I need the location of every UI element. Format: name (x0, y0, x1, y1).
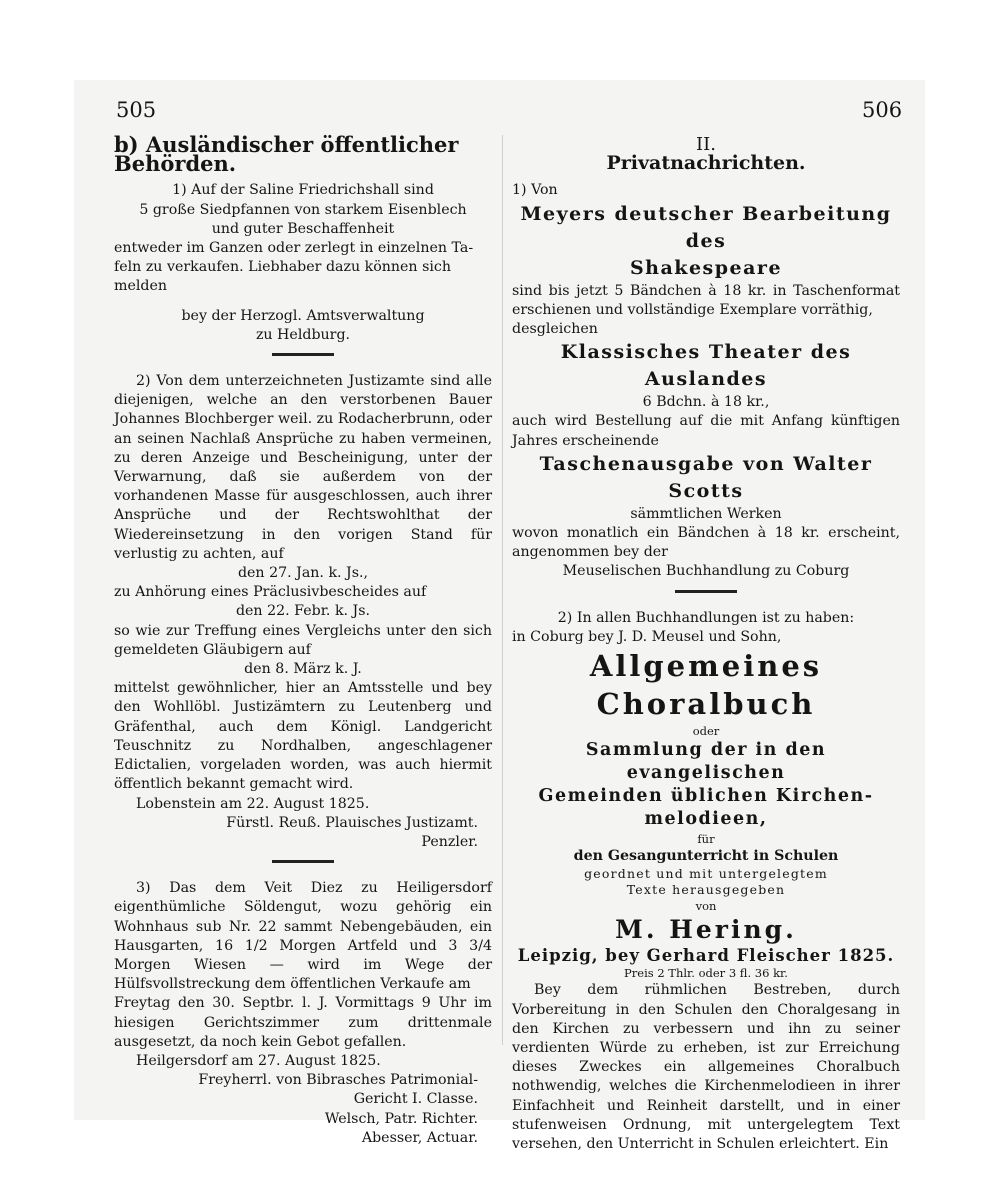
ad-2-oder: oder (692, 724, 720, 739)
ad-1-text: desgleichen (512, 321, 598, 338)
ad-1-title: Taschenausgabe von Walter Scotts (539, 452, 873, 502)
notice-2-text: mittelst gewöhnlicher, hier an Amtsstelle und bey den Wohllöbl. Justizämtern zu Leutenberg und Gräfenthal, auch dem Königl. Landgericht Teuschnitz zu Nordhalben, angeschlagener Edictalien, vorgeladen worden, was auch hiermit öffentlich bekannt gemacht wird. (114, 680, 492, 793)
notice-1-line: 5 große Siedpfannen von starkem Eisenblech (139, 201, 467, 218)
page-number-left: 505 (116, 98, 157, 122)
ad-1-title: sämmtlichen Werken (630, 505, 782, 522)
ad-2-author: M. Hering. (615, 915, 797, 945)
notice-2-text: zu Anhörung eines Präclusivbescheides auf (114, 584, 427, 601)
notice-2-text: so wie zur Treffung eines Vergleichs unter den sich gemeldeten Gläubigern auf (114, 622, 492, 658)
ad-2-von: von (695, 899, 717, 914)
ad-2-title: Allgemeines Choralbuch (589, 649, 823, 722)
notice-3-signature: Welsch, Patr. Richter. (324, 1110, 478, 1127)
separator-rule (675, 590, 737, 593)
notice-3-body: 3) Das dem Veit Diez zu Heiligersdorf eigenthümliche Söldengut, wozu gehörig ein Wohnhaus sub Nr. 22 sammt Nebengebäuden, ein Hausgarten, 16 1/2 Morgen Artfeld und 3 3/4 Morgen Wiesen — wird im Wege der Hülfsvollstreckung dem öffentlichen Verkaufe am (114, 880, 492, 993)
ad-1-title: Shakespeare (629, 256, 783, 279)
notice-2-signature: Fürstl. Reuß. Plauisches Justizamt. (226, 814, 478, 831)
notice-2-signature: Penzler. (421, 833, 478, 850)
ad-2-subtitle: geordnet und mit untergelegtem (584, 866, 828, 882)
notice-2-date: den 27. Jan. k. Js., (237, 565, 369, 582)
ad-2-subtitle: Texte herausgegeben (626, 882, 786, 898)
right-heading: Privatnachrichten. (606, 152, 806, 175)
ad-2-imprint: Leipzig, bey Gerhard Fleischer 1825. (517, 946, 895, 966)
ad-1-text: wovon monatlich ein Bändchen à 18 kr. erscheint, angenommen bey der (512, 525, 900, 561)
ad-2-lead: 2) In allen Buchhandlungen ist zu haben: (557, 609, 855, 626)
ad-2-subtitle: melodieen, (644, 809, 768, 830)
notice-2-date: den 8. März k. J. (244, 661, 362, 678)
notice-1-line: melden (114, 278, 168, 295)
notice-2-body: 2) Von dem unterzeichneten Justizamte sind alle diejenigen, welche an den verstorbenen Bauer Johannes Blochberger weil. zu Rodacherbrunn, oder an seinen Nachlaß Ansprüche zu haben vermeinen, zu deren Anzeige und Bescheinigung, unter der Verwarnung, daß sie außerdem von der vorhandenen Masse für ausgeschlossen, auch ihrer Ansprüche und der Rechtswohlthat der Wiedereinsetzung in den vorigen Stand für verlustig zu achten, auf (114, 373, 492, 562)
notice-3-signature: Gericht I. Classe. (353, 1091, 478, 1108)
right-column (512, 135, 900, 1154)
ad-2-body: Bey dem rühmlichen Bestreben, durch Vorbereitung in den Schulen den Choralgesang in den Kirchen zu verbessern und ihn zu seiner verdienten Würde zu erheben, ist zur Erreichung dieses Zweckes ein allgemeines Choralbuch nothwendig, welches die Kirchenmelodieen in ihrer Einfachheit und Reinheit darstellt, und in einer stufenweisen Ordnung, mit untergelegtem Text versehen, den Unterricht in Schulen erleichtert. Ein (512, 982, 900, 1153)
separator-rule (272, 353, 334, 356)
notice-1-signature: bey der Herzogl. Amtsverwaltung (181, 307, 425, 324)
ad-2-fuer: für (697, 832, 715, 847)
ad-1-lead: 1) Von (512, 182, 558, 199)
ad-2-price: Preis 2 Thlr. oder 3 fl. 36 kr. (624, 966, 788, 981)
notice-1-line: 1) Auf der Saline Friedrichshall sind (172, 182, 434, 199)
ad-2-subtitle: Sammlung der in den evangelischen (585, 740, 827, 784)
ad-1-title: Klassisches Theater des Auslandes (560, 341, 852, 391)
column-divider (502, 135, 503, 1045)
notice-1-signature: zu Heldburg. (255, 326, 351, 343)
notice-1-line: und guter Beschaffenheit (211, 220, 395, 237)
notice-1-line: feln zu verkaufen. Liebhaber dazu können sich (114, 259, 451, 276)
notice-2-date: den 22. Febr. k. Js. (235, 603, 371, 620)
left-heading: b) Ausländischer öffentlicher Behörden. (114, 132, 459, 177)
ad-2-subtitle: den Gesangunterricht in Schulen (573, 848, 839, 865)
notice-3-date: Freytag den 30. Septbr. l. J. Vormittags 9 Uhr im hiesigen Gerichtszimmer zum drittenmale ausgesetzt, da noch kein Gebot gefallen. (114, 995, 492, 1050)
ad-1-text: auch wird Bestellung auf die mit Anfang künftigen Jahres erscheinende (512, 413, 900, 449)
ad-2-subtitle: Gemeinden üblichen Kirchen- (538, 786, 874, 807)
separator-rule (272, 860, 334, 863)
notice-3-place: Heilgersdorf am 27. August 1825. (136, 1052, 381, 1069)
page-number-right: 506 (862, 98, 903, 122)
notice-3-signature: Freyherrl. von Bibrasches Patrimonial- (198, 1072, 478, 1089)
section-number: II. (696, 134, 716, 155)
notice-2-place: Lobenstein am 22. August 1825. (136, 795, 370, 812)
notice-3-signature: Abesser, Actuar. (361, 1129, 478, 1146)
ad-2-lead: in Coburg bey J. D. Meusel und Sohn, (512, 628, 782, 645)
ad-1-text: sind bis jetzt 5 Bändchen à 18 kr. in Taschenformat erschienen und vollständige Exemplare vorräthig, (512, 282, 900, 318)
ad-1-shop: Meuselischen Buchhandlung zu Coburg (562, 563, 850, 580)
left-column (114, 132, 492, 1148)
ad-1-title: Meyers deutscher Bearbeitung des (520, 202, 892, 252)
notice-1-line: entweder im Ganzen oder zerlegt in einzelnen Ta- (114, 240, 474, 257)
ad-1-price: 6 Bdchn. à 18 kr., (642, 394, 770, 411)
